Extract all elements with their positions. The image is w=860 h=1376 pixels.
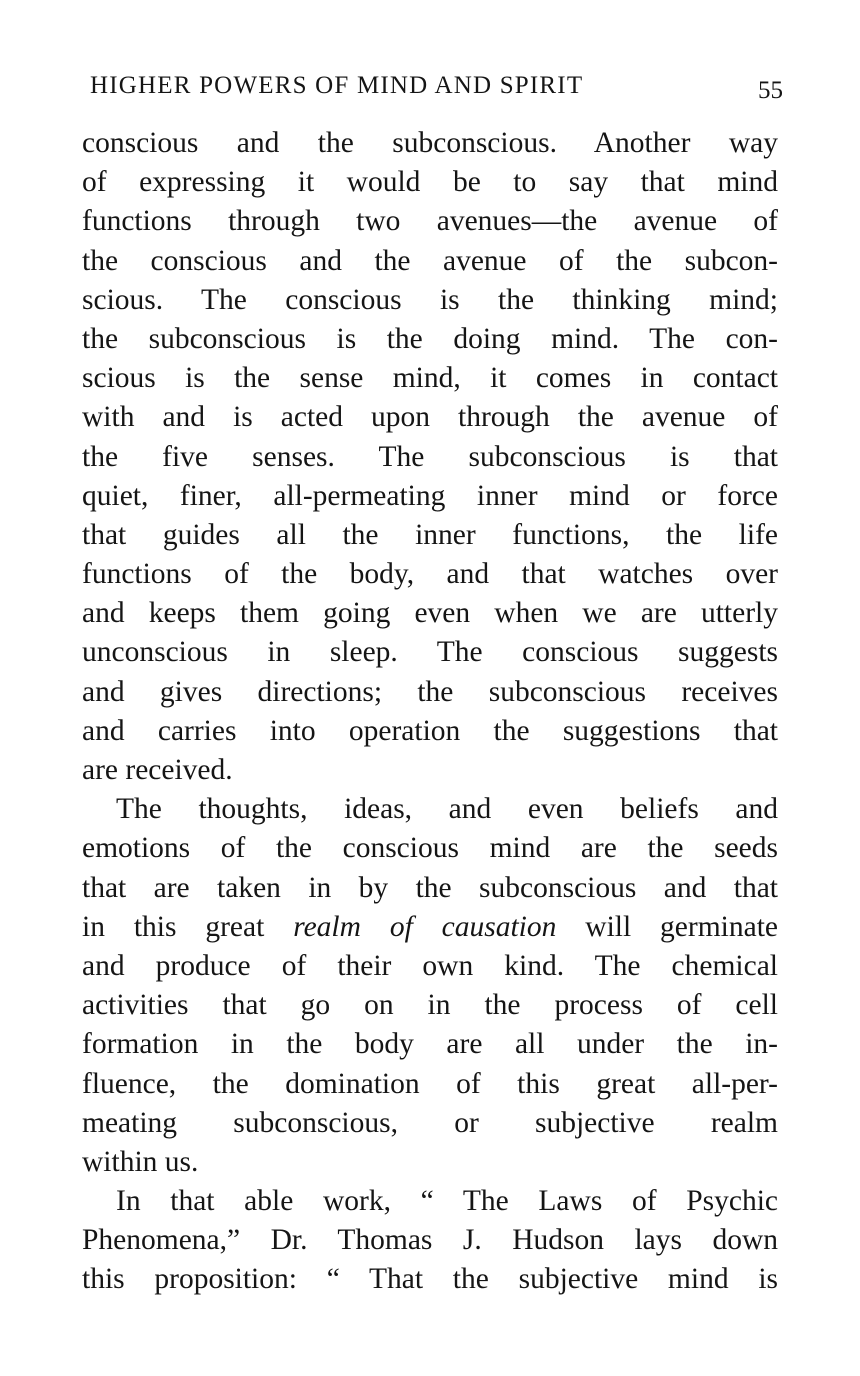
- body-text: [82, 124, 778, 1300]
- text-line-with-emphasis: [82, 908, 778, 947]
- text-run: will germinate: [556, 910, 778, 943]
- text-line: conscious and the subconscious. Another way: [82, 127, 778, 159]
- text-line: and produce of their own kind. The chemical: [82, 949, 778, 982]
- text-line: within us.: [82, 1145, 199, 1178]
- running-title: HIGHER POWERS OF MIND AND SPIRIT: [90, 72, 584, 99]
- text-line: meating subconscious, or subjective realm: [82, 1106, 778, 1139]
- running-header: [90, 72, 790, 112]
- emphasis-text: realm of causation: [293, 910, 557, 943]
- text-line: functions through two avenues—the avenue of: [82, 205, 778, 238]
- text-line: and carries into operation the suggestions that: [82, 714, 778, 747]
- text-line: functions of the body, and that watches over: [82, 558, 778, 591]
- text-line: The thoughts, ideas, and even beliefs and: [116, 793, 778, 826]
- text-line: that are taken in by the subconscious and that: [82, 871, 778, 904]
- text-line: are received.: [82, 754, 233, 786]
- text-line: and gives directions; the subconscious receives: [82, 675, 778, 708]
- text-line: In that able work, “ The Laws of Psychic: [116, 1185, 778, 1218]
- text-line: scious is the sense mind, it comes in contact: [82, 362, 778, 395]
- text-line: scious. The conscious is the thinking mind;: [82, 283, 778, 316]
- text-line: Phenomena,” Dr. Thomas J. Hudson lays down: [82, 1224, 778, 1257]
- text-line: formation in the body are all under the in-: [82, 1028, 778, 1061]
- text-line: and keeps them going even when we are utterly: [82, 597, 778, 630]
- text-line: this proposition: “ That the subjective mind is: [82, 1263, 778, 1296]
- text-line: quiet, finer, all-permeating inner mind or force: [82, 479, 778, 512]
- text-line: emotions of the conscious mind are the seeds: [82, 832, 778, 865]
- text-line: activities that go on in the process of cell: [82, 989, 778, 1022]
- page-number: 55: [758, 77, 783, 104]
- text-line: the five senses. The subconscious is that: [82, 440, 778, 473]
- text-line: with and is acted upon through the avenue of: [82, 401, 778, 434]
- text-line: the subconscious is the doing mind. The con-: [82, 322, 778, 355]
- text-line: unconscious in sleep. The conscious suggests: [82, 636, 778, 669]
- text-line: the conscious and the avenue of the subcon-: [82, 244, 778, 277]
- text-line: of expressing it would be to say that mind: [82, 166, 778, 199]
- text-run: in this great: [82, 910, 294, 943]
- text-line: fluence, the domination of this great all-per-: [82, 1067, 778, 1100]
- text-line: that guides all the inner functions, the life: [82, 518, 778, 551]
